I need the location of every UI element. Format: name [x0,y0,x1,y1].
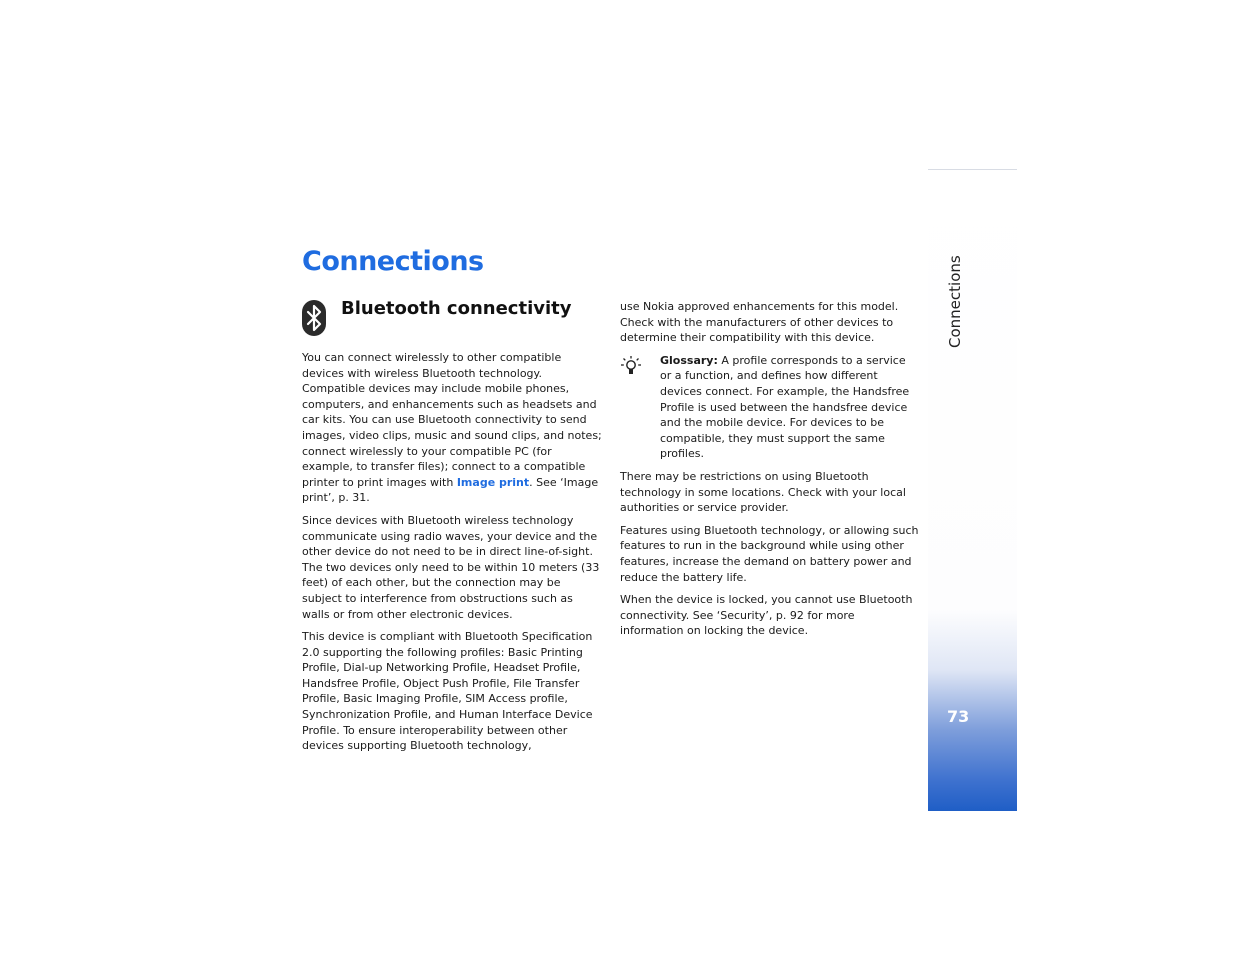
chapter-tab-label: Connections [946,255,964,348]
paragraph: When the device is locked, you cannot use Bluetooth connectivity. See ‘Security’, p. 92 for more information on locking the device. [620,593,913,638]
left-column [302,350,602,761]
image-print-link[interactable]: Image print [456,475,530,489]
section-title: Bluetooth connectivity [341,298,572,319]
paragraph: Since devices with Bluetooth wireless technology communicate using radio waves, your device and the other device do not need to be in direct line-of-sight. The two devices only need to be within 10 meters (33 feet) of each other, but the connection may be subject to interference from obstructions such as walls or from other electronic devices. [302,513,600,621]
paragraph: This device is compliant with Bluetooth Specification 2.0 supporting the following profiles: Basic Printing Profile, Dial-up Networking Profile, Headset Profile, Handsfree Profile, Object Push Profile, File Transfer Profile, Basic Imaging Profile, SIM Access profile, Synchronization Profile, and Human Interface Device Profile. To ensure interoperability between other devices supporting Bluetooth technology, [302,630,593,753]
page-title: Connections [302,246,484,277]
glossary-note [620,353,920,462]
chapter-sidebar [928,169,1017,811]
paragraph: You can connect wirelessly to other compatible devices with wireless Bluetooth technology. Compatible devices may include mobile phones, computers, and enhancements such as headsets and car kits. You can use Bluetooth connectivity to send images, video clips, music and sound clips, and notes; connect wirelessly to your compatible PC (for example, to transfer files); connect to a compatible printer to print images with Image print. See ‘Image print’, p. 31. [302,351,602,505]
tip-lightbulb-icon [620,355,642,377]
right-column [620,299,920,646]
paragraph: There may be restrictions on using Bluetooth technology in some locations. Check with your local authorities or service provider. [620,469,906,515]
paragraph: use Nokia approved enhancements for this model. Check with the manufacturers of other devices to determine their compatibility with this device. [620,300,899,345]
glossary-text: Glossary: A profile corresponds to a service or a function, and defines how different devices connect. For example, the Handsfree Profile is used between the handsfree device and the mobile device. For devices to be compatible, they must support the same profiles. [660,353,910,461]
page-number: 73 [947,707,970,726]
paragraph: Features using Bluetooth technology, or allowing such features to run in the background while using other features, increase the demand on battery power and reduce the battery life. [620,523,919,584]
bluetooth-icon [302,300,326,336]
glossary-label: Glossary: [660,353,718,367]
